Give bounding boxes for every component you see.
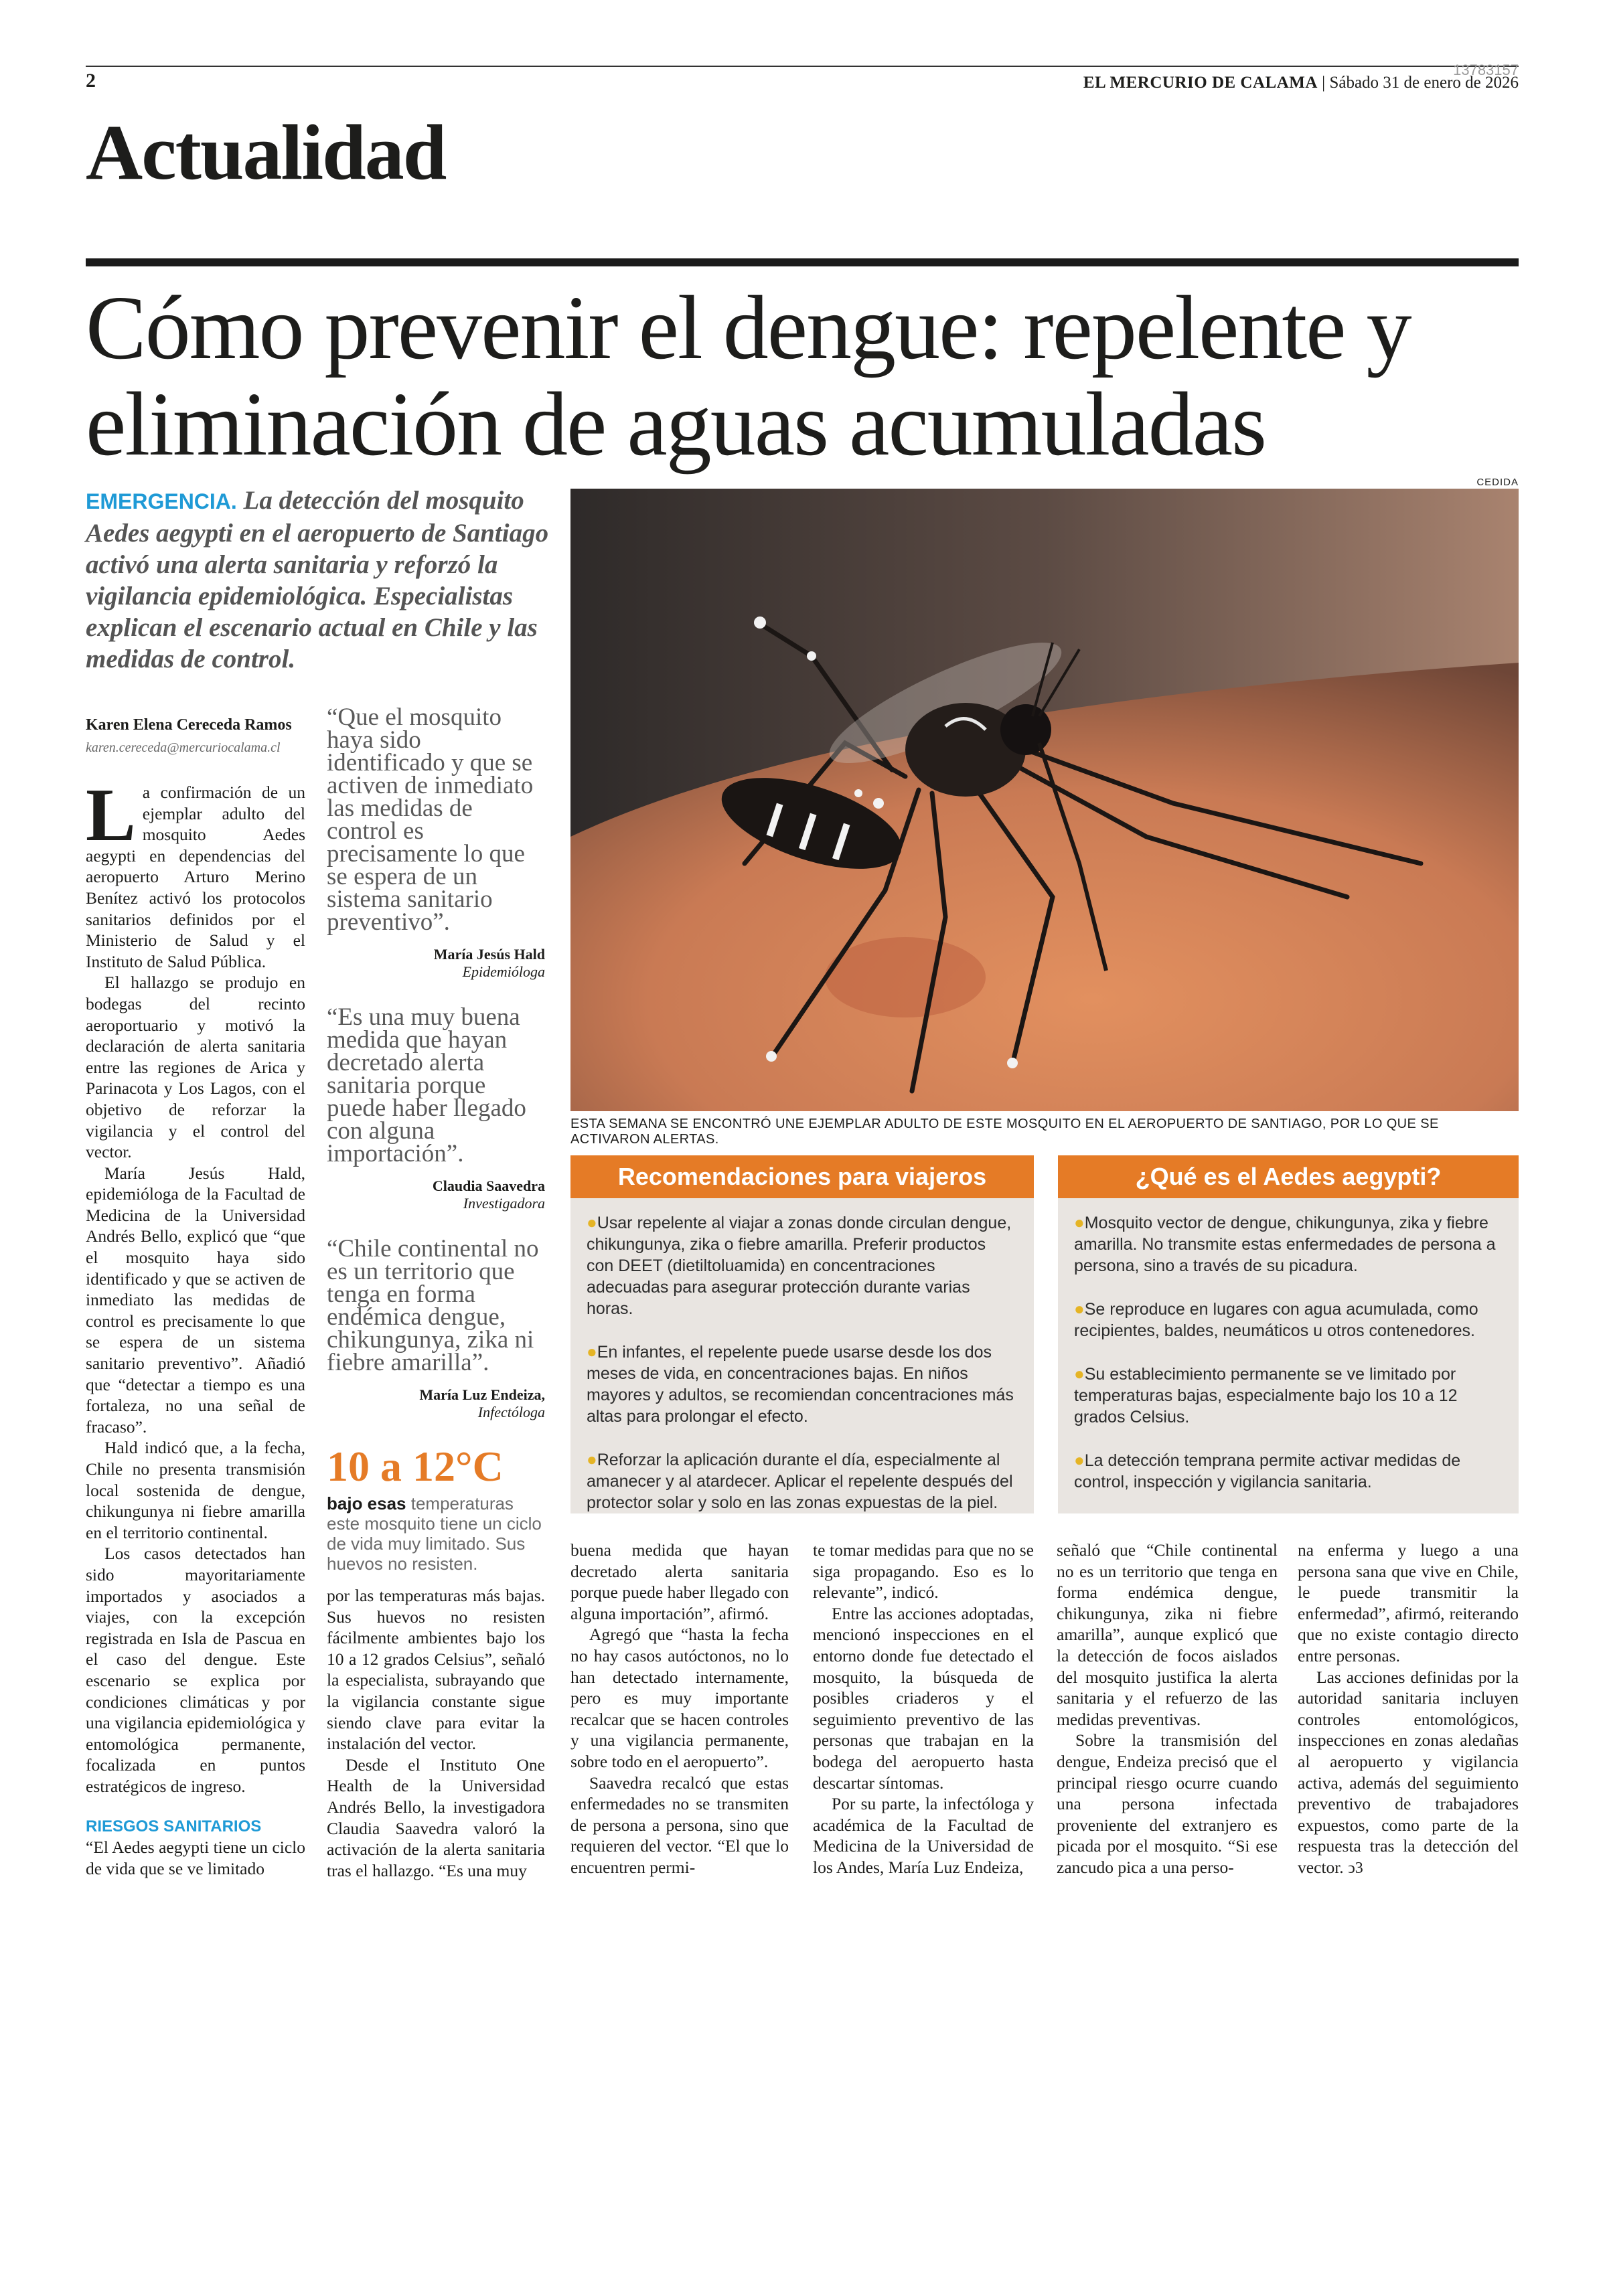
quote-name: María Jesús Hald — [433, 946, 545, 963]
list-item: ●La detección temprana permite activar medidas de control, inspección y vigilancia sanitaria. — [1074, 1450, 1461, 1491]
stat-text — [327, 1493, 545, 1574]
section-title: Actualidad — [86, 108, 446, 196]
bullet-icon: ● — [1074, 1364, 1085, 1384]
drop-cap: L — [86, 774, 136, 857]
list-item: ●Mosquito vector de dengue, chikungunya, zika y fiebre amarilla. No transmite estas enfermedades de persona a persona, sino a través de su picadura. — [1074, 1212, 1496, 1275]
paragraph: Las acciones definidas por la autoridad sanitaria incluyen controles entomológicos, inspecciones en zonas aledañas al aeropuerto y vigilancia activa, además del seguimiento preventivo de trabajadores expuestos, como parte de la respuesta tras la detección del vector. ↄ3 — [1298, 1667, 1519, 1877]
masthead: EL MERCURIO DE CALAMA | Sábado 31 de enero de 2026 — [1083, 74, 1519, 92]
kicker: EMERGENCIA. — [86, 489, 237, 513]
quote-role: Infectóloga — [477, 1404, 545, 1420]
paragraph: na enferma y luego a una persona sana que vive en Chile, le puede transmitir la enfermedad”, afirmó, reiterando que no existe contagio directo entre personas. — [1298, 1540, 1519, 1665]
body-column-2 — [327, 1585, 545, 1881]
quote-name: María Luz Endeiza, — [419, 1386, 545, 1403]
top-rule — [86, 66, 1519, 67]
list-item: ●Se reproduce en lugares con agua acumulada, como recipientes, baldes, neumáticos u otros contenedores. — [1074, 1299, 1478, 1340]
paragraph: por las temperaturas más bajas. Sus huevos no resisten fácilmente ambientes bajo los 10 a 12 grados Celsius”, señaló la especialista, subrayando que la vigilancia constante sigue siendo clave para evitar la instalación del vector. — [327, 1586, 545, 1754]
box-aedes-info — [1058, 1155, 1519, 1513]
list-item: ●Su establecimiento permanente se ve limitado por temperaturas bajas, especialmente bajo los 10 a 12 grados Celsius. — [1074, 1364, 1458, 1426]
bullet-icon: ● — [587, 1212, 597, 1232]
registration-number: 13783157 — [1453, 62, 1519, 78]
photo-caption: ESTA SEMANA SE ENCONTRÓ UNE EJEMPLAR ADULTO DE ESTE MOSQUITO EN EL AEROPUERTO DE SANTIAGO, POR LO QUE SE ACTIVARON ALERTAS. — [570, 1117, 1439, 1147]
stat-desc: temperaturas este mosquito tiene un ciclo de vida muy limitado. Sus huevos no resisten. — [327, 1493, 542, 1574]
lede-text: La detección del mosquito Aedes aegypti en el aeropuerto de Santiago activó una alerta sanitaria y reforzó la vigilancia epidemiológica. Especialistas explican el escenario actual en Chile y las medidas de control. — [86, 486, 549, 673]
paragraph: Agregó que “hasta la fecha no hay casos autóctonos, no lo han detectado internamente, pero es muy importante recalcar que se hacen controles y una vigilancia permanente, sobre todo en el aeropuerto”. — [570, 1625, 789, 1771]
box-travel-title: Recomendaciones para viajeros — [570, 1155, 1034, 1198]
pull-quote-saavedra: “Es una muy buena medida que hayan decretado alerta sanitaria porque puede haber llegado con alguna importación”. — [327, 1003, 526, 1167]
bullet-icon: ● — [1074, 1299, 1085, 1319]
bullet-icon: ● — [1074, 1212, 1085, 1232]
issue-date: Sábado 31 de enero de 2026 — [1329, 74, 1519, 92]
end-mark-icon: ↄ3 — [1348, 1859, 1363, 1877]
paragraph: te tomar medidas para que no se siga propagando. Eso es lo relevante”, indicó. — [813, 1540, 1034, 1603]
paragraph: señaló que “Chile continental no es un territorio que tenga en forma endémica dengue, chikungunya, zika ni fiebre amarilla”, aunque explicó que la detección de focos aislados del mosquito justifica la alerta sanitaria y el refuerzo de las medidas preventivas. — [1057, 1540, 1278, 1729]
paragraph: Por su parte, la infectóloga y académica de la Facultad de Medicina de la Universidad de los Andes, María Luz Endeiza, — [813, 1794, 1034, 1877]
author-email[interactable]: karen.cereceda@mercuriocalama.cl — [86, 740, 281, 755]
author-name: Karen Elena Cereceda Ramos — [86, 716, 292, 734]
body-column-6 — [1298, 1540, 1519, 1880]
body-column-5 — [1057, 1540, 1278, 1878]
paragraph: Sobre la transmisión del dengue, Endeiza precisó que el principal riesgo ocurre cuando una persona infectada proveniente del extranjero es picada por el mosquito. “Si ese zancudo pica a una perso- — [1057, 1730, 1278, 1877]
paragraph: Desde el Instituto One Health de la Universidad Andrés Bello, la investigadora Claudia Saavedra valoró la activación de la alerta sanitaria tras el hallazgo. “Es una muy — [327, 1754, 545, 1880]
quote-name: Claudia Saavedra — [432, 1177, 545, 1194]
mosquito-photo — [570, 489, 1519, 1111]
paragraph: Hald indicó que, a la fecha, Chile no presenta transmisión local sostenida de dengue, chikungunya ni fiebre amarilla en el territorio continental. — [86, 1438, 305, 1542]
lede — [86, 485, 554, 675]
section-rule — [86, 258, 1519, 266]
paragraph: Saavedra recalcó que estas enfermedades no se transmiten de persona a persona, sino que requieren del vector. “El que lo encuentren permi- — [570, 1773, 789, 1877]
paragraph: Entre las acciones adoptadas, mencionó inspecciones en el entorno donde fue detectado el mosquito, la búsqueda de posibles criaderos y el seguimiento preventivo de las personas que trabajan en la bodega del aeropuerto hasta descartar síntomas. — [813, 1603, 1034, 1793]
stat-bold: bajo esas — [327, 1493, 406, 1513]
body-column-3 — [570, 1540, 789, 1878]
list-item: ●Reforzar la aplicación durante el día, especialmente al amanecer y al atardecer. Aplicar el repelente después del protector solar y solo en las zonas expuestas de la piel. — [587, 1449, 1013, 1512]
bullet-icon: ● — [1074, 1450, 1085, 1470]
paragraph: Los casos detectados han sido mayoritariamente importados y asociados a viajes, con la excepción registrada en Isla de Pascua en el caso del dengue. Este escenario se explica por condiciones climáticas y por una vigilancia epidemiológica y entomológica permanente, focalizada en puntos estratégicos de ingreso. — [86, 1544, 305, 1796]
pull-quote-hald: “Que el mosquito haya sido identificado y que se activen de inmediato las medidas de control es precisamente lo que se espera de un sistema sanitario preventivo”. — [327, 704, 534, 936]
list-item: ●En infantes, el repelente puede usarse desde los dos meses de vida, en concentraciones bajas. En niños mayores y adultos, se recomiendan concentraciones más altas para prolongar el efecto. — [587, 1341, 1014, 1426]
pullquote-column — [327, 706, 545, 1574]
paragraph: El hallazgo se produjo en bodegas del recinto aeroportuario y motivó la declaración de alerta sanitaria entre las regiones de Arica y Parinacota y Los Lagos, con el objetivo de reforzar la vigilancia y el control del vector. — [86, 973, 305, 1162]
quote-role: Investigadora — [463, 1195, 545, 1212]
quote-role: Epidemióloga — [462, 963, 545, 980]
bullet-icon: ● — [587, 1449, 597, 1469]
box-travel-recommendations — [570, 1155, 1034, 1513]
list-item: ●Usar repelente al viajar a zonas donde circulan dengue, chikungunya, zika o fiebre amarilla. Preferir productos con DEET (dietiltoluamida) en concentraciones adecuadas para asegurar protección durante varias horas. — [587, 1212, 1012, 1318]
body-column-1 — [86, 774, 305, 1879]
paragraph: “El Aedes aegypti tiene un ciclo de vida que se ve limitado — [86, 1837, 305, 1878]
paragraph: María Jesús Hald, epidemióloga de la Facultad de Medicina de la Universidad Andrés Bello, explicó que “que el mosquito haya sido identificado y que se activen de inmediato las medidas de control es precisamente lo que se espera de un sistema sanitario preventivo”. Añadió que “detectar a tiempo es una fortaleza, no una señal de fracaso”. — [86, 1163, 305, 1437]
page-number: 2 — [86, 70, 96, 92]
body-column-4 — [813, 1540, 1034, 1878]
mosquito-illustration — [570, 489, 1519, 1111]
box-aedes-title: ¿Qué es el Aedes aegypti? — [1058, 1155, 1519, 1198]
newspaper-name: EL MERCURIO DE CALAMA — [1083, 74, 1318, 92]
paragraph: buena medida que hayan decretado alerta sanitaria porque puede haber llegado con alguna importación”, afirmó. — [570, 1540, 789, 1623]
stat-value: 10 a 12°C — [327, 1443, 504, 1490]
pull-quote-endeiza: “Chile continental no es un territorio que tenga en forma endémica dengue, chikungunya, zika ni fiebre amarilla”. — [327, 1235, 539, 1376]
headline: Cómo prevenir el dengue: repelente y eliminación de aguas acumuladas — [86, 278, 1411, 475]
bullet-icon: ● — [587, 1341, 597, 1362]
photo-credit: CEDIDA — [1476, 477, 1519, 488]
subhead-riesgos: RIESGOS SANITARIOS — [86, 1817, 262, 1835]
paragraph: a confirmación de un ejemplar adulto del mosquito Aedes aegypti en dependencias del aeropuerto Arturo Merino Benítez activó los protocolos sanitarios definidos por el Ministerio de Salud y el Instituto de Salud Pública. — [86, 783, 305, 971]
